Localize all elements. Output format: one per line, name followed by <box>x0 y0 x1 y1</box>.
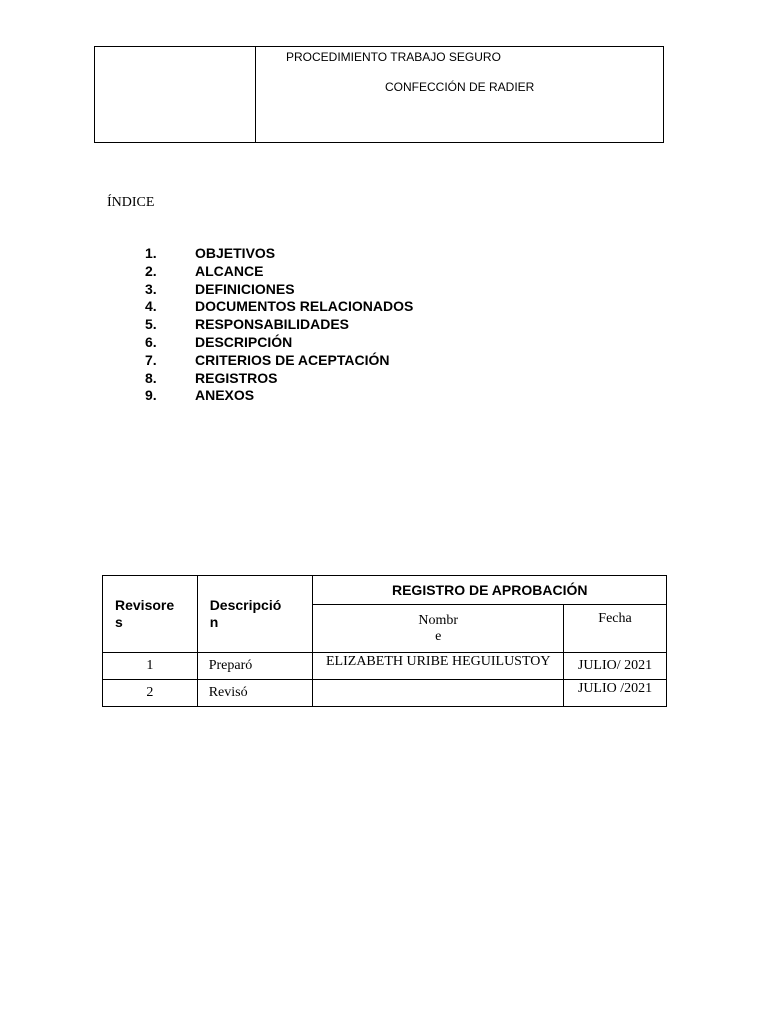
procedure-subtitle: CONFECCIÓN DE RADIER <box>385 80 535 94</box>
index-item-number: 7. <box>145 351 157 368</box>
index-item <box>145 298 413 316</box>
index-item-number: 3. <box>145 280 157 297</box>
procedure-title: PROCEDIMIENTO TRABAJO SEGURO <box>286 50 501 64</box>
index-item-number: 2. <box>145 262 157 279</box>
column-header-line: Descripció <box>209 597 282 613</box>
approval-table <box>102 575 667 707</box>
row-date: JULIO /2021 <box>564 680 667 707</box>
index-item <box>145 387 413 405</box>
index-item-number: 9. <box>145 387 157 404</box>
index-item-label: DOCUMENTOS RELACIONADOS <box>195 298 414 315</box>
table-row <box>103 680 667 707</box>
index-item-label: ANEXOS <box>195 387 255 404</box>
column-header-nombre <box>313 605 564 653</box>
column-header-descripcion <box>197 576 313 653</box>
index-item <box>145 281 413 299</box>
index-item-number: 4. <box>145 298 157 315</box>
index-item <box>145 263 413 281</box>
index-item <box>145 245 413 263</box>
row-description: Revisó <box>197 680 313 707</box>
index-item-label: CRITERIOS DE ACEPTACIÓN <box>195 351 390 368</box>
index-item <box>145 370 413 388</box>
index-item-label: RESPONSABILIDADES <box>195 316 350 333</box>
logo-cell <box>95 47 256 142</box>
index-item-number: 8. <box>145 369 157 386</box>
index-item-label: REGISTROS <box>195 369 278 386</box>
index-item-label: DEFINICIONES <box>195 280 295 297</box>
row-name: ELIZABETH URIBE HEGUILUSTOY <box>313 653 564 680</box>
approval-header-row <box>103 576 667 605</box>
index-item-number: 6. <box>145 333 157 350</box>
index-item-label: ALCANCE <box>195 262 264 279</box>
column-header-revisores <box>103 576 198 653</box>
index-item <box>145 352 413 370</box>
column-header-line: Revisore <box>115 597 175 613</box>
index-item <box>145 334 413 352</box>
row-description: Preparó <box>197 653 313 680</box>
table-row <box>103 653 667 680</box>
document-header <box>94 46 664 143</box>
row-revisor-number: 2 <box>103 680 198 707</box>
index-item-label: DESCRIPCIÓN <box>195 333 293 350</box>
column-header-line: e <box>435 628 442 644</box>
index-heading: ÍNDICE <box>107 195 155 210</box>
column-header-line: s <box>115 614 123 630</box>
approval-table-title: REGISTRO DE APROBACIÓN <box>313 576 667 605</box>
index-item-label: OBJETIVOS <box>195 245 276 261</box>
index-list <box>145 245 413 405</box>
index-item <box>145 316 413 334</box>
row-name <box>313 680 564 707</box>
row-date: JULIO/ 2021 <box>564 653 667 680</box>
column-header-fecha: Fecha <box>564 605 667 653</box>
column-header-line: Nombr <box>418 612 459 628</box>
index-item-number: 1. <box>145 245 157 261</box>
column-header-line: n <box>209 614 219 630</box>
row-revisor-number: 1 <box>103 653 198 680</box>
index-item-number: 5. <box>145 316 157 333</box>
